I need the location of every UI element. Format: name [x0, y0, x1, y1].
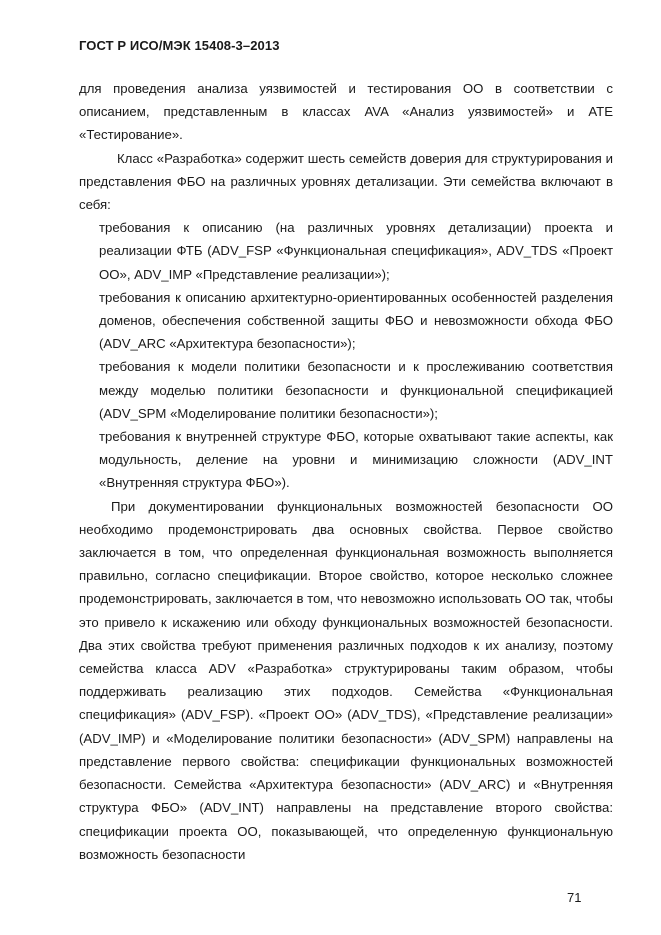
- list-item-architecture-requirements: требования к описанию архитектурно-ориентированных особенностей разделения доменов, обеспечения собственной защиты ФБО и невозможности обхода ФБО (ADV_ARC «Архитектура безопасности»);: [99, 289, 613, 352]
- document-header: ГОСТ Р ИСО/МЭК 15408-3–2013: [79, 38, 280, 53]
- paragraph-documentation-properties: При документировании функциональных возможностей безопасности ОО необходимо продемонстрировать два основных свойства. Первое свойство заключается в том, что определенная функциональная возможность выполняется правильно, согласно спецификации. Второе свойство, которое несколько сложнее продемонстрировать, заключается в том, что невозможно использовать ОО так, чтобы это привело к искажению или обходу функциональных возможностей безопасности. Два этих свойства требуют применения различных подходов к их анализу, поэтому семейства класса ADV «Разработка» структурированы таким образом, чтобы поддерживать реализацию этих подходов. Семейства «Функциональная спецификация» (ADV_FSP). «Проект ОО» (ADV_TDS), «Представление реализации» (ADV_IMP) и «Моделирование политики безопасности» (ADV_SPM) направлены на представление первого свойства: спецификации функциональных возможностей безопасности. Семейства «Архитектура безопасности» (ADV_ARC) и «Внутренняя структура ФБО» (ADV_INT) направлены на представление второго свойства: спецификации проекта ОО, показывающей, что определенную функциональную возможность безопасности: [79, 498, 613, 862]
- list-item-internal-structure-requirements: требования к внутренней структуре ФБО, которые охватывают такие аспекты, как модульность, деление на уровни и минимизацию сложности (ADV_INT «Внутренняя структура ФБО»).: [99, 429, 613, 491]
- paragraph-development-class: Класс «Разработка» содержит шесть семейств доверия для структурирования и представления ФБО на различных уровнях детализации. Эти семейства включают в себя:: [79, 150, 613, 213]
- list-item-design-requirements: требования к описанию (на различных уровнях детализации) проекта и реализации ФТБ (ADV_FSP «Функциональная спецификация», ADV_TDS «Проект ОО», ADV_IMP «Представление реализации»);: [99, 220, 613, 282]
- document-body: [79, 77, 613, 866]
- paragraph-continuation: для проведения анализа уязвимостей и тестирования ОО в соответствии с описанием, представленным в классах AVA «Анализ уязвимостей» и ATE «Тестирование».: [79, 81, 613, 143]
- list-item-policy-model-requirements: требования к модели политики безопасности и к прослеживанию соответствия между моделью политики безопасности и функциональной спецификацией (ADV_SPM «Моделирование политики безопасности»);: [99, 359, 613, 421]
- page-number: 71: [567, 890, 582, 905]
